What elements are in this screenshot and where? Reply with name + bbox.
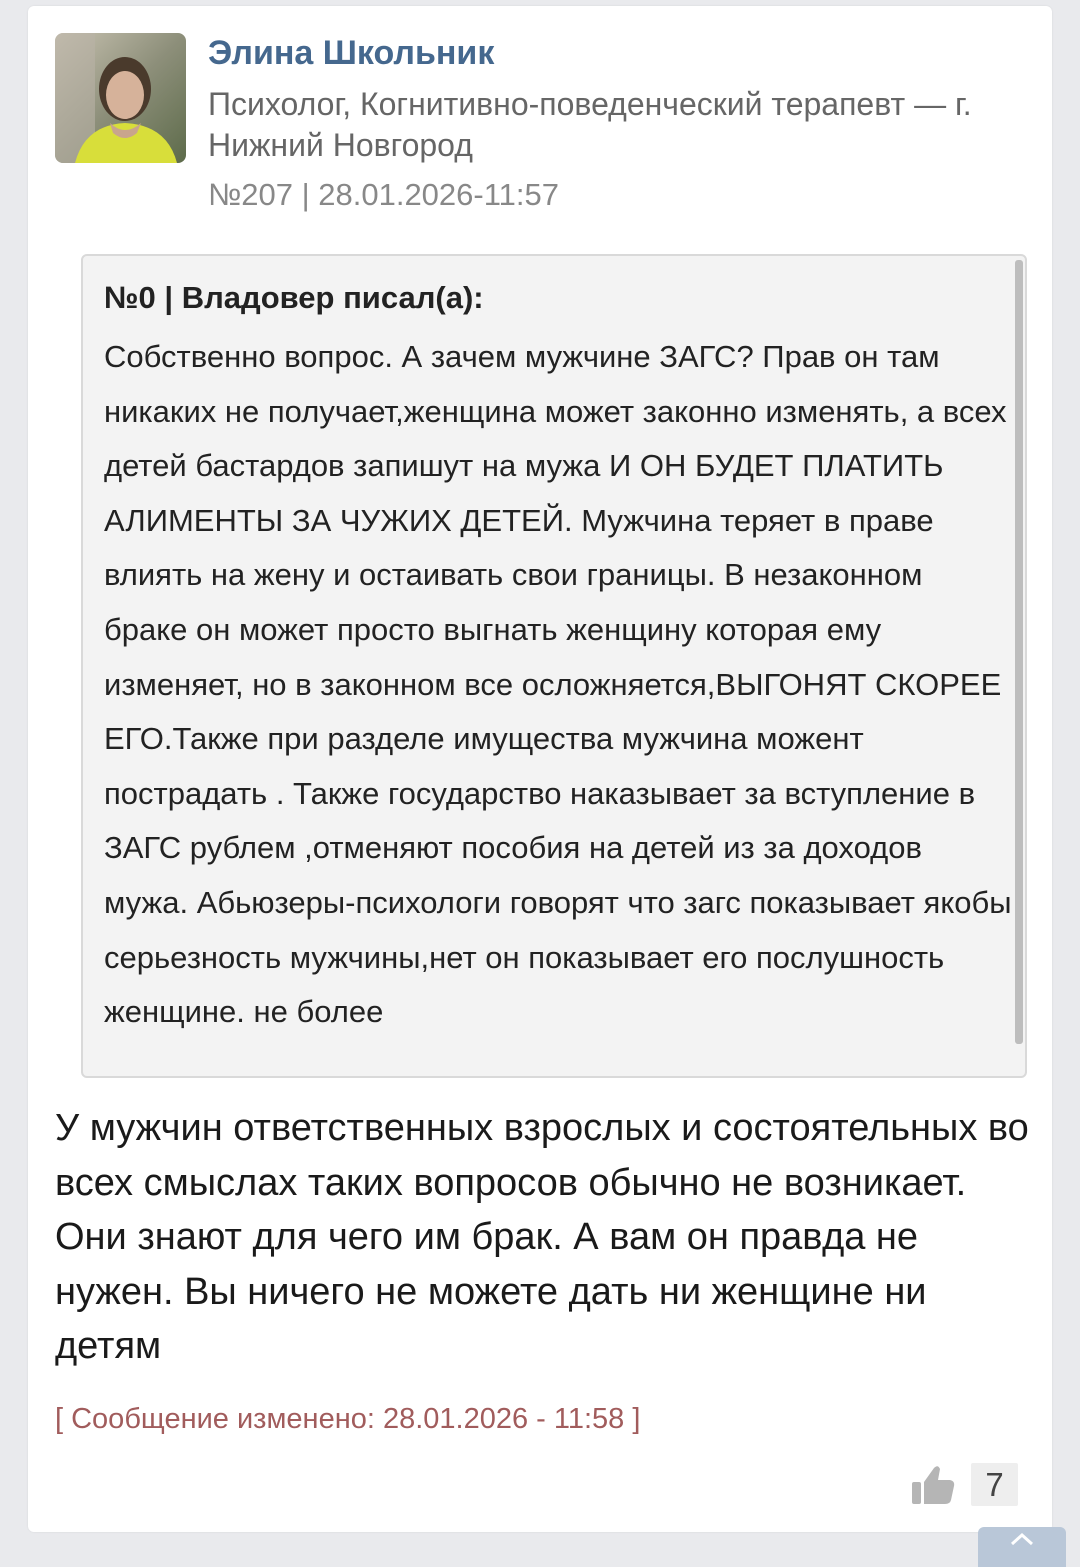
quote-header: №0 | Владовер писал(а): [104,280,484,315]
avatar[interactable] [55,33,186,163]
scroll-top-button[interactable] [978,1527,1066,1567]
quote-scroll-area[interactable] [83,256,1015,1076]
post-meta: №207 | 28.01.2026-11:57 [208,177,560,212]
quote-scrollbar[interactable] [1015,260,1023,1044]
quote-text: Собственно вопрос. А зачем мужчине ЗАГС? Прав он там никаких не получает,женщина может законно изменять, а всех детей бастардов запишут на мужа И ОН БУДЕТ ПЛАТИТЬ АЛИМЕНТЫ ЗА ЧУЖИХ ДЕТЕЙ. Мужчина теряет в праве влиять на жену и остаивать свои границы. В незаконном браке он может просто выгнать женщину которая ему изменяет, но в законном все осложняется,ВЫГОНЯТ СКОРЕЕ ЕГО.Также при разделе имущества мужчина можент пострадать . Также государство наказывает за вступление в ЗАГС рублем ,отменяют пособия на детей из за доходов мужа. Абьюзеры-психологи говорят что загс показывает якобы серьезность мужчины,нет он показывает его послушность женщине. не более [104,339,1012,1030]
author-name[interactable]: Элина Школьник [208,34,495,72]
author-title: Психолог, Когнитивно-поведенческий терапевт — г. Нижний Новгород [208,86,972,163]
avatar-image [55,33,186,163]
edited-note: [ Сообщение изменено: 28.01.2026 - 11:58 ] [55,1403,641,1435]
chevron-up-icon [1007,1530,1037,1548]
like-count: 7 [971,1463,1018,1506]
post-card [28,6,1052,1532]
thumbs-up-icon[interactable] [910,1462,956,1508]
reply-text: У мужчин ответственных взрослых и состоятельных во всех смыслах таких вопросов обычно не возникает. Они знают для чего им брак. А вам он правда не нужен. Вы ничего не можете дать ни женщине ни детям [55,1107,1029,1367]
quote-box [81,254,1027,1078]
